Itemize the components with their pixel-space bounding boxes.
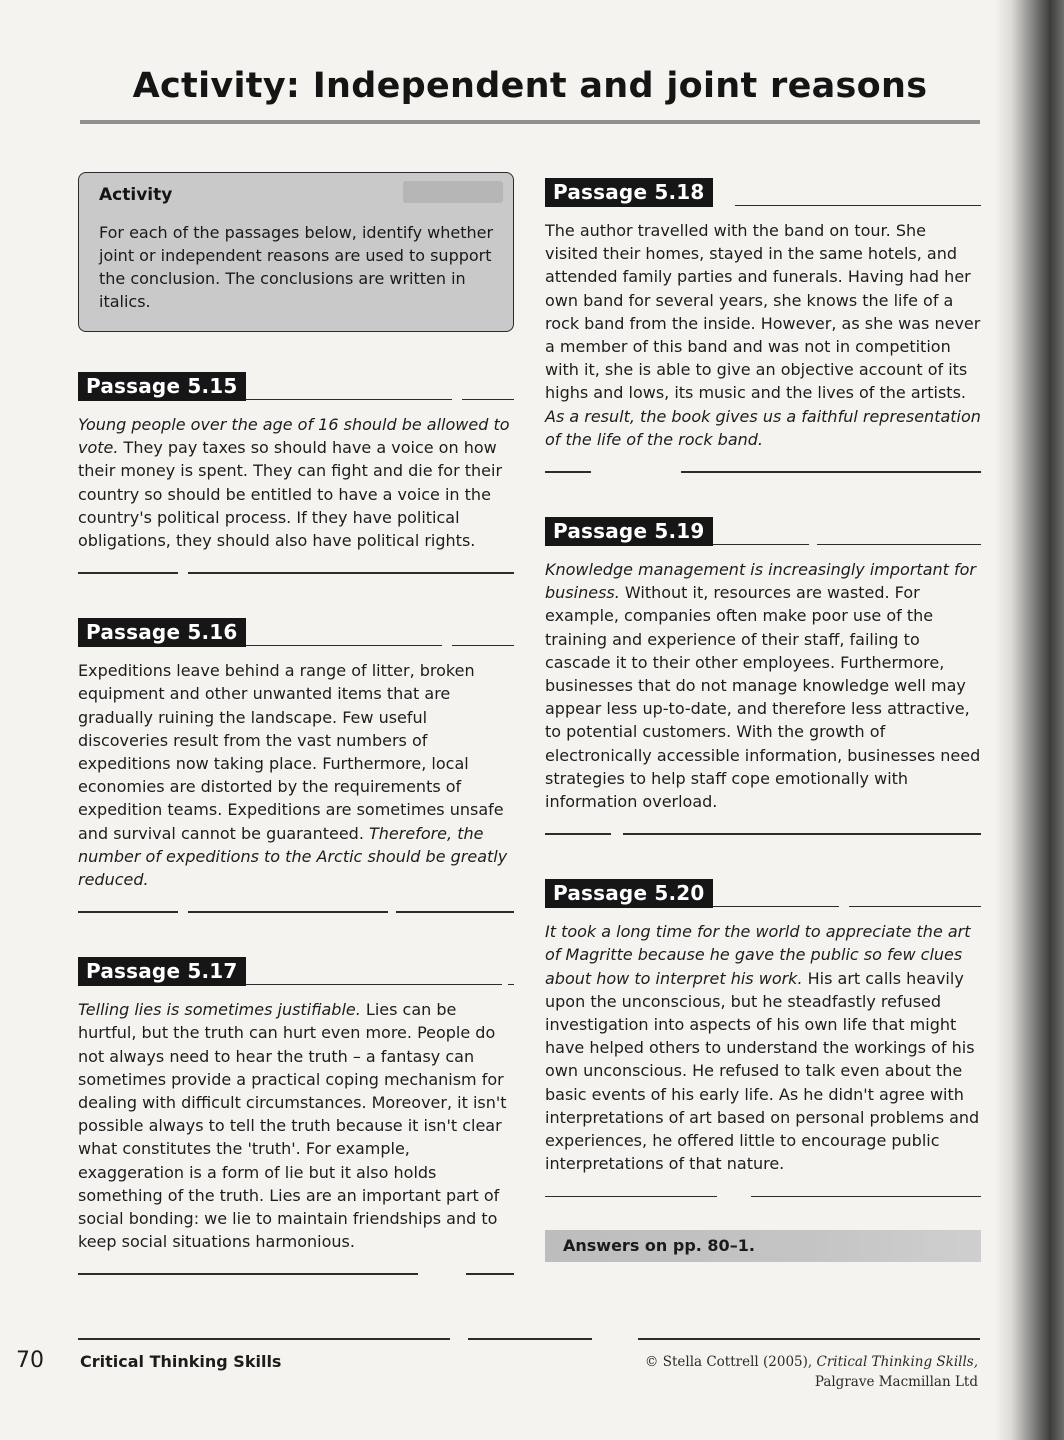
passage-label: Passage 5.20 [545, 879, 713, 908]
passage-text [78, 659, 514, 891]
passage-body: Expeditions leave behind a range of litter, broken equipment and other unwanted items that are gradually ruining the landscape. Few useful discoveries result from the vast numbers of expeditions now taking place. Furthermore, local economies are distorted by the requirements of expedition teams. Expeditions are sometimes unsafe and survival cannot be guaranteed. [78, 661, 504, 843]
footer-rule-segment [638, 1338, 980, 1340]
passage-label: Passage 5.15 [78, 372, 246, 401]
passage-header [78, 372, 514, 404]
passage-text [78, 998, 514, 1253]
passage-header [78, 957, 514, 989]
passage-body: Lies can be hurtful, but the truth can hurt even more. People do not always need to hear the truth – a fantasy can sometimes provide a practical coping mechanism for dealing with difficult circumstances. Moreover, it isn't possible always to tell the truth because it isn't clear what constitutes the 'truth'. For example, exaggeration is a form of lie but it also holds something of the truth. Lies are an important part of social bonding: we lie to maintain friendships and to keep social situations harmonious. [78, 1000, 507, 1252]
footer-rule-segment [78, 1273, 418, 1275]
passage-label: Passage 5.18 [545, 178, 713, 207]
activity-instructions: For each of the passages below, identify whether joint or independent reasons are used to support the conclusion. The conclusions are written in italics. [99, 223, 494, 311]
footer-rule-segment [188, 911, 388, 913]
passage-5-17 [78, 957, 514, 1283]
passage-footer-rule [78, 907, 514, 921]
passage-footer-rule [545, 467, 981, 481]
footer-rule-segment [78, 572, 178, 574]
header-rule [246, 399, 452, 401]
header-rule [462, 399, 514, 401]
passage-body: The author travelled with the band on tour. She visited their homes, stayed in the same hotels, and attended family parties and funerals. Having had her own band for several years, she knows the life of a rock band from the inside. However, as she was never a member of this band and was not in competition with it, she is able to give an objective account of its highs and lows, its music and the lives of the artists. [545, 221, 981, 403]
passage-footer-rule [78, 1269, 514, 1283]
passage-label: Passage 5.19 [545, 517, 713, 546]
right-column [545, 178, 981, 1262]
passage-body: They pay taxes so should have a voice on how their money is spent. They can fight and die for their country so should be entitled to have a voice in the country's political process. If they have political obligations, they should also have political rights. [78, 438, 503, 551]
page-binding-shadow [994, 0, 1064, 1440]
passage-text [78, 413, 514, 552]
footer-rule-segment [545, 833, 611, 835]
passage-text [545, 558, 981, 813]
activity-box [78, 172, 514, 332]
copyright-book-title: Critical Thinking Skills, [816, 1354, 978, 1370]
passage-5-20 [545, 879, 981, 1205]
footer-rule-segment [545, 471, 591, 473]
header-rule [849, 906, 981, 908]
passage-conclusion: Therefore, the number of expeditions to the Arctic should be greatly reduced. [78, 823, 508, 890]
footer-rule-segment [545, 1196, 717, 1198]
footer-rule-segment [468, 1338, 592, 1340]
show-through-smudge [403, 181, 503, 203]
footer-rule-segment [188, 572, 514, 574]
passage-conclusion: Telling lies is sometimes justifiable. [78, 1000, 361, 1020]
passage-header [78, 618, 514, 650]
footer-rule-segment [78, 1338, 450, 1340]
passage-body: His art calls heavily upon the unconscious, but he steadfastly refused investigation into aspects of his own life that might have helped others to understand the workings of his own unconscious. He refused to talk even about the basic events of his early life. As he didn't agree with interpretations of art based on personal problems and experiences, he offered little to encourage public interpretations of that nature. [545, 968, 980, 1174]
footer-rule-segment [78, 911, 178, 913]
header-rule [246, 645, 442, 647]
passage-5-19 [545, 517, 981, 843]
copyright-prefix: © Stella Cottrell (2005), [644, 1354, 817, 1370]
passage-footer-rule [78, 568, 514, 582]
header-rule [735, 205, 981, 207]
activity-heading: Activity [99, 185, 173, 205]
running-footer-title: Critical Thinking Skills [80, 1352, 282, 1371]
copyright-notice [618, 1352, 978, 1392]
passage-header [545, 178, 981, 210]
footer-rule-segment [396, 911, 514, 913]
passage-body: Without it, resources are wasted. For example, companies often make poor use of the training and experience of their staff, failing to cascade it to their other employees. Furthermore, businesses that do not manage knowledge well may appear less up-to-date, and therefore less attractive, to potential customers. With the growth of electronically accessible information, businesses need strategies to help staff cope emotionally with information overload. [545, 583, 981, 812]
header-rule [246, 984, 502, 986]
page-number: 70 [16, 1348, 44, 1373]
passage-5-16 [78, 618, 514, 921]
passage-footer-rule [545, 1192, 981, 1206]
page-title: Activity: Independent and joint reasons [132, 66, 928, 106]
footer-rule-segment [751, 1196, 981, 1198]
passage-text [545, 219, 981, 451]
header-rule [452, 645, 514, 647]
passage-conclusion: It took a long time for the world to appreciate the art of Magritte because he gave the public so few clues about how to interpret his work. [545, 922, 971, 988]
title-rule [80, 120, 980, 124]
passage-conclusion: Young people over the age of 16 should be allowed to vote. [78, 415, 510, 458]
passage-header [545, 879, 981, 911]
passage-footer-rule [545, 829, 981, 843]
passage-header [545, 517, 981, 549]
passage-conclusion: As a result, the book gives us a faithful representation of the life of the rock band. [545, 406, 981, 449]
header-rule [713, 544, 809, 546]
header-rule [713, 906, 839, 908]
left-column [78, 172, 514, 1319]
footer-rule-segment [623, 833, 981, 835]
passage-label: Passage 5.17 [78, 957, 246, 986]
passage-label: Passage 5.16 [78, 618, 246, 647]
footer-rule-segment [466, 1273, 514, 1275]
passage-conclusion: Knowledge management is increasingly important for business. [545, 560, 976, 603]
header-rule [817, 544, 981, 546]
header-rule [508, 984, 514, 986]
copyright-publisher: Palgrave Macmillan Ltd [814, 1374, 978, 1390]
passage-5-15 [78, 372, 514, 582]
answers-reference: Answers on pp. 80–1. [545, 1230, 981, 1262]
passage-text [545, 920, 981, 1175]
passage-5-18 [545, 178, 981, 481]
footer-rule-segment [681, 471, 981, 473]
